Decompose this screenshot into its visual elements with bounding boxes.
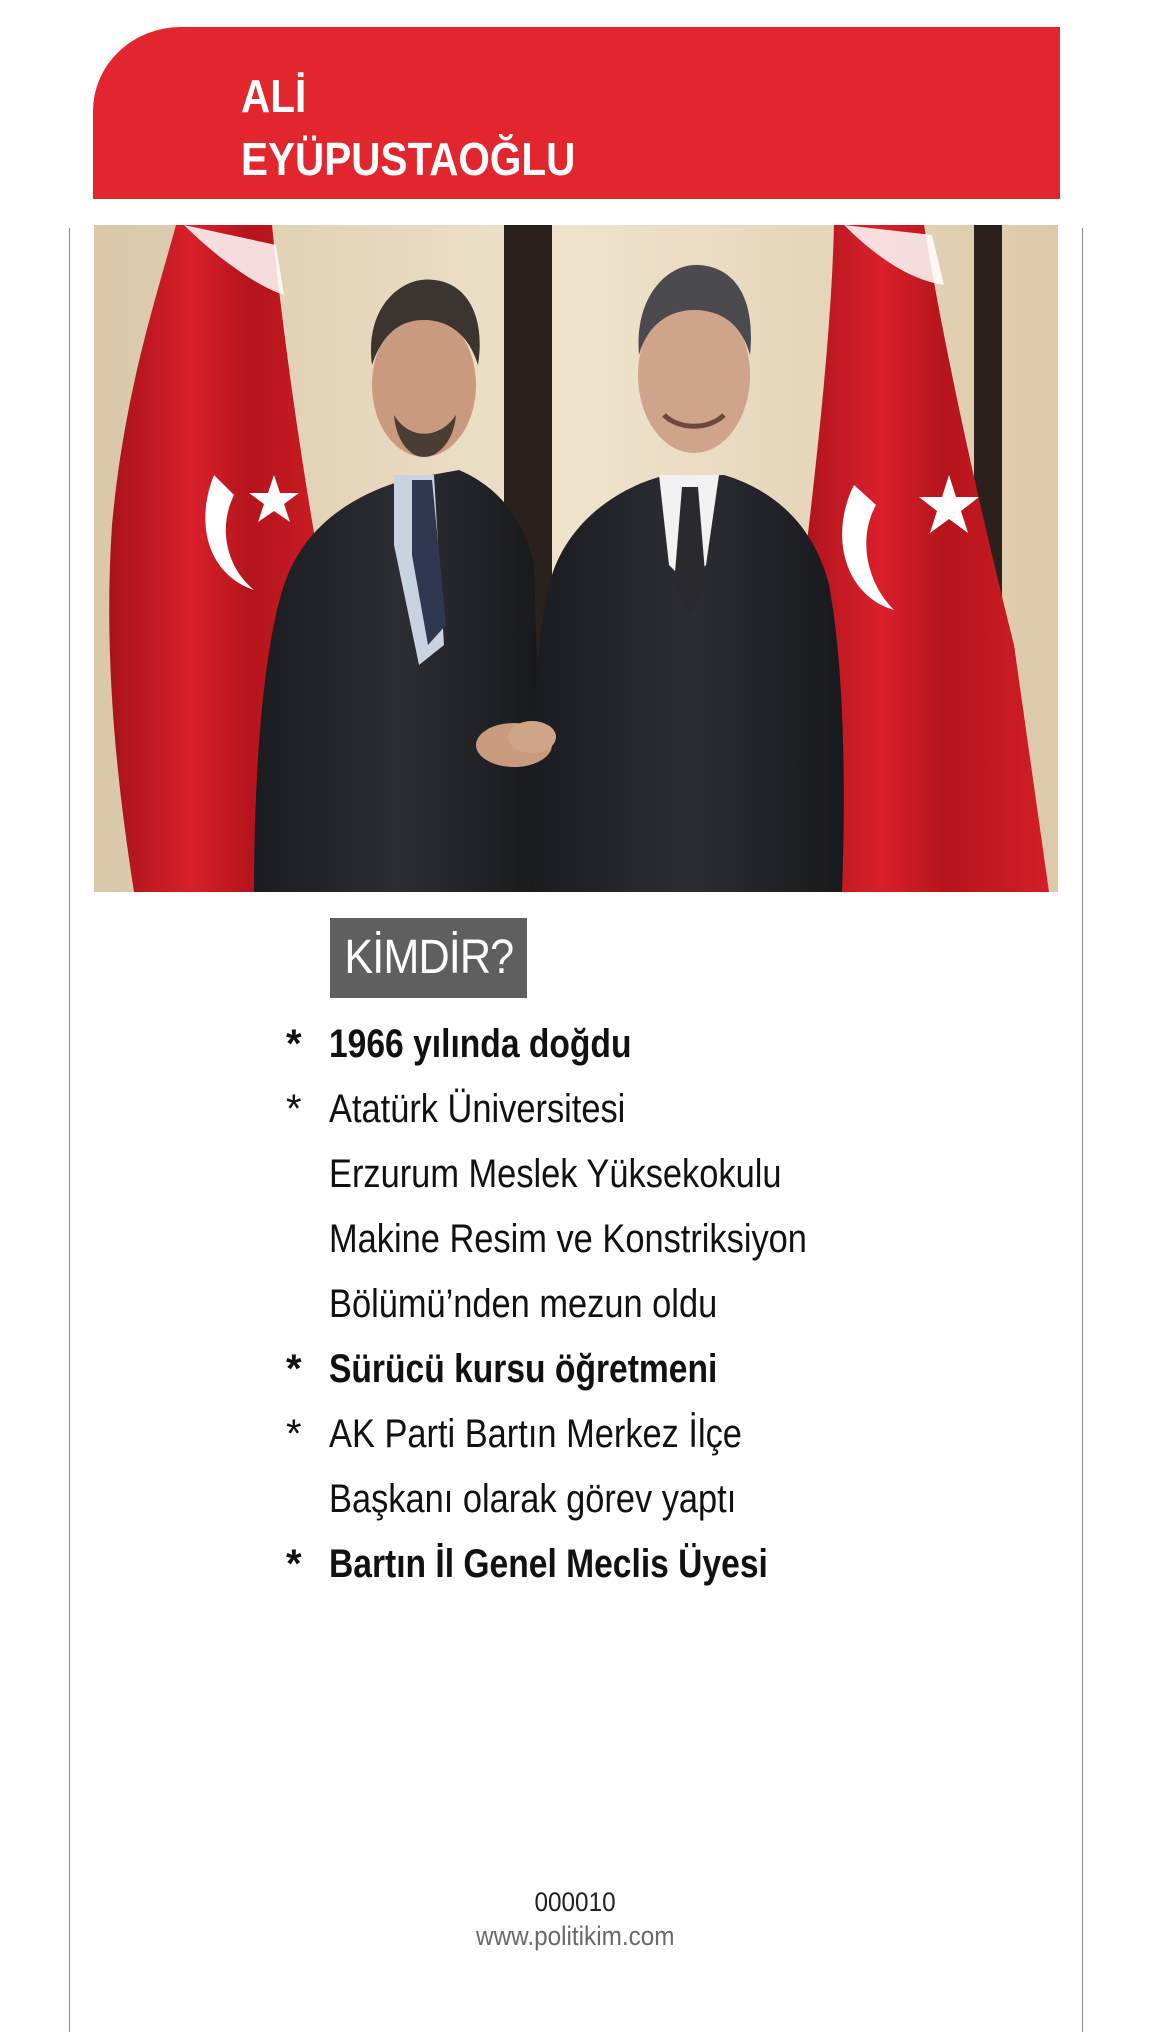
bio-item-education	[286, 1077, 885, 1337]
section-label-kimdir	[330, 918, 527, 998]
footer-code-text: 000010	[534, 1887, 616, 1917]
frame-right-border	[1082, 228, 1083, 2032]
bullet-icon: *	[286, 1347, 302, 1391]
title-last-name: EYÜPUSTAOĞLU	[241, 133, 576, 185]
bio-item-line: Atatürk Üniversitesi	[329, 1087, 626, 1131]
portrait-photo	[94, 225, 1058, 892]
footer-url-link[interactable]: www.politikim.com	[475, 1921, 675, 1951]
bio-item-occupation	[286, 1337, 885, 1402]
page-title	[241, 65, 575, 191]
bullet-icon: *	[286, 1412, 302, 1456]
bullet-icon: *	[286, 1542, 302, 1586]
bio-list	[286, 1012, 885, 1597]
footer-code	[0, 1887, 1150, 1918]
bullet-icon: *	[286, 1087, 302, 1131]
bio-item-line: Bölümü’nden mezun oldu	[329, 1282, 718, 1326]
bio-item-line: 1966 yılında doğdu	[329, 1022, 632, 1066]
section-label-text: KİMDİR?	[344, 931, 513, 984]
title-first-name: ALİ	[241, 70, 307, 122]
footer-url[interactable]	[0, 1921, 1150, 1952]
bio-item-line: Başkanı olarak görev yaptı	[329, 1477, 737, 1521]
bio-item-party-role	[286, 1402, 885, 1532]
bio-item-line: Erzurum Meslek Yüksekokulu	[329, 1152, 782, 1196]
bio-item-line: Makine Resim ve Konstriksiyon	[329, 1217, 807, 1261]
bio-item-line: AK Parti Bartın Merkez İlçe	[329, 1412, 742, 1456]
bullet-icon: *	[286, 1022, 302, 1066]
bio-item-birth	[286, 1012, 885, 1077]
bio-item-line: Bartın İl Genel Meclis Üyesi	[329, 1542, 768, 1586]
header-banner	[93, 27, 1060, 199]
bio-item-council	[286, 1532, 885, 1597]
frame-left-border	[69, 228, 70, 2032]
bio-item-line: Sürücü kursu öğretmeni	[329, 1347, 718, 1391]
